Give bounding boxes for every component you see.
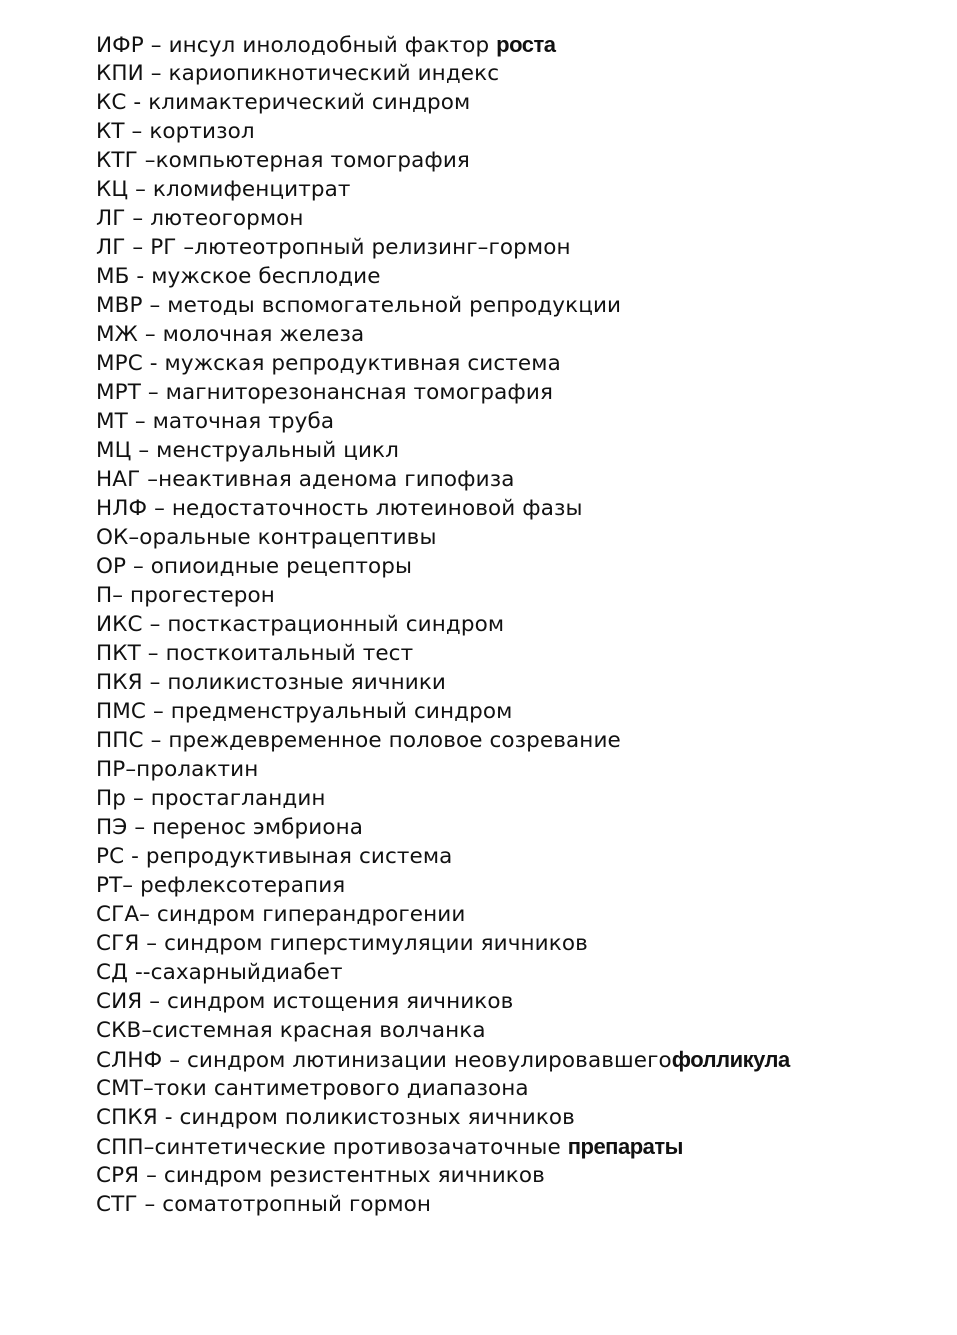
entry-text: ЛГ – лютеогормон bbox=[96, 206, 304, 231]
abbreviation-entry bbox=[96, 59, 790, 88]
entry-text: ПКЯ – поликистозные яичники bbox=[96, 670, 446, 695]
entry-text: СТГ – соматотропный гормон bbox=[96, 1192, 432, 1217]
entry-text: МВР – методы вспомогательной репродукции bbox=[96, 293, 622, 318]
abbreviation-entry bbox=[96, 204, 790, 233]
entry-text-tail: препараты bbox=[567, 1134, 683, 1159]
entry-text: ЛГ – РГ –лютеотропный релизинг–гормон bbox=[96, 235, 571, 260]
entry-text: СМТ–токи сантиметрового диапазона bbox=[96, 1076, 529, 1101]
entry-text: ПЭ – перенос эмбриона bbox=[96, 815, 364, 840]
abbreviation-entry bbox=[96, 552, 790, 581]
abbreviation-entry bbox=[96, 900, 790, 929]
entry-text: СЛНФ – синдром лютинизации неовулировавшего bbox=[96, 1048, 672, 1073]
entry-text: РС - репродуктивыная система bbox=[96, 844, 453, 869]
abbreviation-entry bbox=[96, 1190, 790, 1219]
abbreviation-entry bbox=[96, 117, 790, 146]
abbreviation-entry bbox=[96, 958, 790, 987]
entry-text: ППС – преждевременное половое созревание bbox=[96, 728, 621, 753]
abbreviation-entry bbox=[96, 639, 790, 668]
abbreviation-entry bbox=[96, 378, 790, 407]
abbreviation-entry bbox=[96, 813, 790, 842]
abbreviation-entry bbox=[96, 30, 790, 59]
abbreviation-entry bbox=[96, 1161, 790, 1190]
abbreviation-entry bbox=[96, 1016, 790, 1045]
entry-text: ОР – опиоидные рецепторы bbox=[96, 554, 413, 579]
entry-text: МБ - мужское бесплодие bbox=[96, 264, 381, 289]
entry-text: ПР–пролактин bbox=[96, 757, 259, 782]
entry-text: Пр – простагландин bbox=[96, 786, 326, 811]
entry-text-tail: фолликула bbox=[671, 1047, 790, 1072]
entry-text: МРС - мужская репродуктивная система bbox=[96, 351, 561, 376]
abbreviation-entry bbox=[96, 436, 790, 465]
abbreviation-entry bbox=[96, 407, 790, 436]
abbreviation-entry bbox=[96, 929, 790, 958]
entry-text: ПКТ – посткоитальный тест bbox=[96, 641, 414, 666]
entry-text: КТГ –компьютерная томография bbox=[96, 148, 470, 173]
abbreviation-entry bbox=[96, 871, 790, 900]
abbreviation-entry bbox=[96, 349, 790, 378]
abbreviation-entry bbox=[96, 262, 790, 291]
entry-text: МРТ – магниторезонансная томография bbox=[96, 380, 553, 405]
entry-text: НАГ –неактивная аденома гипофиза bbox=[96, 467, 515, 492]
abbreviation-entry bbox=[96, 1103, 790, 1132]
abbreviation-entry bbox=[96, 987, 790, 1016]
entry-text: СКВ–системная красная волчанка bbox=[96, 1018, 486, 1043]
entry-text: СГЯ – синдром гиперстимуляции яичников bbox=[96, 931, 588, 956]
abbreviation-list bbox=[96, 30, 790, 1219]
abbreviation-entry bbox=[96, 291, 790, 320]
abbreviation-entry bbox=[96, 320, 790, 349]
entry-text: П– прогестерон bbox=[96, 583, 275, 608]
entry-text: СГА– синдром гиперандрогении bbox=[96, 902, 466, 927]
abbreviation-entry bbox=[96, 233, 790, 262]
abbreviation-entry bbox=[96, 1074, 790, 1103]
abbreviation-entry bbox=[96, 465, 790, 494]
entry-text: СПКЯ - синдром поликистозных яичников bbox=[96, 1105, 575, 1130]
abbreviation-entry bbox=[96, 146, 790, 175]
entry-text: ИФР – инсул инолодобный фактор bbox=[96, 33, 497, 58]
abbreviation-entry bbox=[96, 175, 790, 204]
abbreviation-entry bbox=[96, 726, 790, 755]
entry-text: СИЯ – синдром истощения яичников bbox=[96, 989, 514, 1014]
entry-text: КПИ – кариопикнотический индекс bbox=[96, 61, 500, 86]
abbreviation-entry bbox=[96, 610, 790, 639]
entry-text: КС - климактерический синдром bbox=[96, 90, 471, 115]
abbreviation-entry bbox=[96, 784, 790, 813]
entry-text: МТ – маточная труба bbox=[96, 409, 335, 434]
entry-text: НЛФ – недостаточность лютеиновой фазы bbox=[96, 496, 583, 521]
abbreviation-entry bbox=[96, 668, 790, 697]
entry-text: СД --сахарныйдиабет bbox=[96, 960, 343, 985]
entry-text: МЖ – молочная железа bbox=[96, 322, 365, 347]
entry-text: ПМС – предменструальный синдром bbox=[96, 699, 513, 724]
abbreviation-entry bbox=[96, 1045, 790, 1074]
entry-text: КЦ – кломифенцитрат bbox=[96, 177, 351, 202]
abbreviation-entry bbox=[96, 755, 790, 784]
abbreviation-entry bbox=[96, 523, 790, 552]
entry-text: ОК–оральные контрацептивы bbox=[96, 525, 437, 550]
abbreviation-entry bbox=[96, 581, 790, 610]
entry-text-tail: роста bbox=[496, 32, 556, 57]
abbreviation-entry bbox=[96, 88, 790, 117]
abbreviation-entry bbox=[96, 842, 790, 871]
entry-text: ИКС – посткастрационный синдром bbox=[96, 612, 505, 637]
entry-text: РТ– рефлексотерапия bbox=[96, 873, 346, 898]
entry-text: МЦ – менструальный цикл bbox=[96, 438, 399, 463]
entry-text: СПП–синтетические противозачаточные bbox=[96, 1135, 568, 1160]
abbreviation-entry bbox=[96, 1132, 790, 1161]
abbreviation-entry bbox=[96, 697, 790, 726]
entry-text: КТ – кортизол bbox=[96, 119, 255, 144]
entry-text: СРЯ – синдром резистентных яичников bbox=[96, 1163, 545, 1188]
abbreviation-entry bbox=[96, 494, 790, 523]
